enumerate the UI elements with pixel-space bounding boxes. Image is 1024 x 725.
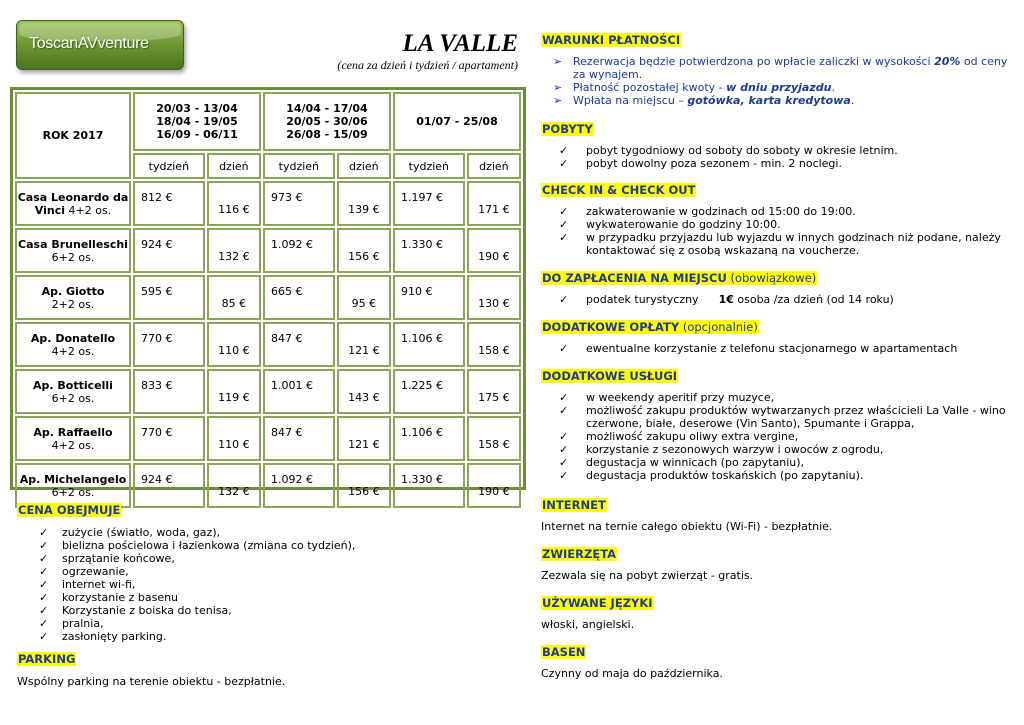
check-icon: ✓ (39, 617, 49, 630)
day-price-cell (337, 228, 391, 273)
list-item (541, 430, 1011, 443)
internet-section (541, 498, 1011, 533)
week-price-cell (133, 181, 205, 226)
check-icon: ✓ (39, 578, 49, 591)
apartment-capacity: 6+2 os. (51, 250, 95, 264)
item-text: internet wi-fi, (62, 578, 136, 591)
day-price-cell (467, 228, 521, 273)
check-icon: ✓ (39, 604, 49, 617)
table-row (15, 322, 521, 367)
price-value: 924 € (141, 238, 173, 251)
period-line: 20/03 - 13/04 (156, 102, 238, 115)
apartment-name-cell (15, 228, 131, 273)
price-value: 770 € (141, 332, 173, 345)
week-price-cell (393, 275, 465, 320)
price-value: 171 € (478, 203, 510, 216)
period-line: 14/04 - 17/04 (286, 102, 368, 115)
internet-text: Internet na ternie całego obiektu (Wi-Fi) - bezpłatnie. (541, 520, 833, 533)
apartment-capacity: 2+2 os. (51, 297, 95, 311)
list-item (541, 205, 1011, 218)
day-price-cell (207, 416, 261, 461)
check-icon: ✓ (559, 391, 569, 404)
cena-heading: CENA OBEJMUJE (18, 503, 121, 517)
week-price-cell (133, 228, 205, 273)
item-text: Rezerwacja będzie potwierdzona po wpłacie zaliczki w wysokości (573, 55, 935, 68)
check-icon: ✓ (559, 469, 569, 482)
week-price-cell (263, 181, 335, 226)
item-text: pobyt dowolny poza sezonem - min. 2 noclegi. (586, 157, 842, 170)
page-subtitle: (cena za dzień i tydzień / apartament) (337, 58, 518, 72)
price-value: 847 € (270, 426, 303, 439)
price-value: 1.092 € (270, 238, 313, 251)
check-icon: ✓ (559, 430, 569, 443)
price-value: 110 € (218, 344, 250, 357)
price-value: 139 € (348, 203, 380, 216)
list-item (17, 617, 517, 630)
item-text: sprzątanie końcowe, (62, 552, 175, 565)
item-emph: 1€ (718, 293, 734, 306)
day-price-cell (467, 463, 521, 508)
item-text: ogrzewanie, (62, 565, 129, 578)
basen-heading: BASEN (542, 645, 586, 659)
check-icon: ✓ (559, 443, 569, 456)
apartment-name-cell (15, 275, 131, 320)
table-row (15, 181, 521, 226)
table-row (15, 416, 521, 461)
checkin-section (541, 183, 1011, 257)
check-icon: ✓ (559, 293, 569, 306)
apartment-name-cell (15, 181, 131, 226)
logo-text: ToscanAVventure (29, 35, 149, 52)
price-value: 1.330 € (400, 238, 443, 251)
price-value: 1.001 € (270, 379, 313, 392)
check-icon: ✓ (39, 539, 49, 552)
item-text: osoba /za dzień (od 14 roku) (733, 293, 894, 306)
period-cell (263, 92, 391, 151)
price-value: 110 € (218, 438, 250, 451)
week-price-cell (393, 181, 465, 226)
table-row (15, 275, 521, 320)
item-text: . (831, 81, 835, 94)
list-item (541, 218, 1011, 231)
table-body (15, 181, 521, 508)
day-price-cell (207, 275, 261, 320)
price-value: 812 € (141, 191, 173, 204)
price-value: 190 € (478, 485, 510, 498)
arrow-icon: ➢ (553, 81, 563, 94)
item-text: pobyt tygodniowy od soboty do soboty w okresie letnim. (586, 144, 898, 157)
apartment-name-cell (15, 416, 131, 461)
price-value: 130 € (478, 297, 510, 310)
item-text: w przypadku przyjazdu lub wyjazdu w innych godzinach niż podane, należy kontaktować się z osobą wskazaną na voucherze. (586, 231, 1001, 257)
item-text: degustacja w winnicach (po zapytaniu), (586, 456, 805, 469)
uslugi-heading: DODATKOWE USŁUGI (542, 369, 678, 383)
day-price-cell (467, 275, 521, 320)
price-value: 1.092 € (270, 473, 313, 486)
item-text: podatek turystyczny (586, 293, 699, 306)
pobyty-heading: POBYTY (542, 122, 593, 136)
zwierzeta-section (541, 547, 1011, 582)
doz-heading (541, 271, 817, 285)
price-table (13, 90, 523, 510)
list-item (17, 526, 517, 539)
table-row (15, 369, 521, 414)
week-price-cell (263, 463, 335, 508)
week-price-cell (393, 369, 465, 414)
item-text: zakwaterowanie w godzinach od 15:00 do 19:00. (586, 205, 856, 218)
item-text: wykwaterowanie do godziny 10:00. (586, 218, 781, 231)
price-value: 85 € (221, 297, 247, 310)
period-line: 16/09 - 06/11 (156, 128, 238, 141)
price-value: 175 € (478, 391, 510, 404)
unit-week: tydzień (263, 153, 335, 179)
apartment-capacity: 4+2 os. (51, 344, 95, 358)
basen-section (541, 645, 1011, 680)
item-emph: gotówka, karta kredytowa (687, 94, 851, 107)
apartment-name: Ap. Giotto (41, 284, 105, 298)
oplaty-list (541, 342, 1011, 355)
day-price-cell (467, 416, 521, 461)
period-cell: 01/07 - 25/08 (393, 92, 521, 151)
checkin-list (541, 205, 1011, 257)
apartment-name: Ap. Michelangelo (19, 472, 127, 486)
parking-heading: PARKING (18, 652, 76, 666)
check-icon: ✓ (559, 157, 569, 170)
oplaty-section (541, 320, 1011, 355)
price-value: 847 € (270, 332, 303, 345)
jezyki-heading: UŻYWANE JĘZYKI (542, 596, 653, 610)
price-value: 1.330 € (400, 473, 443, 486)
list-item (541, 231, 1011, 257)
price-value: 770 € (141, 426, 173, 439)
item-text: korzystanie z sezonowych warzyw i owoców z ogrodu, (586, 443, 884, 456)
item-text: bielizna pościelowa i łazienkowa (zmiana co tydzień), (62, 539, 356, 552)
check-icon: ✓ (559, 218, 569, 231)
price-value: 158 € (478, 438, 510, 451)
period-line: 20/05 - 30/06 (286, 115, 368, 128)
week-price-cell (263, 275, 335, 320)
price-value: 156 € (348, 485, 380, 498)
price-value: 833 € (141, 379, 173, 392)
check-icon: ✓ (39, 552, 49, 565)
week-price-cell (263, 369, 335, 414)
item-text: od ceny za wynajem. (573, 55, 1008, 81)
list-item (17, 578, 517, 591)
list-item (541, 391, 1011, 404)
period-line: 26/08 - 15/09 (286, 128, 368, 141)
list-item (17, 604, 517, 617)
day-price-cell (337, 275, 391, 320)
warunki-list (541, 55, 1011, 107)
doz-section (541, 271, 1011, 306)
price-value: 143 € (348, 391, 380, 404)
page-title: LA VALLE (402, 30, 518, 57)
list-item (17, 552, 517, 565)
oplaty-heading (541, 320, 759, 334)
week-price-cell (393, 228, 465, 273)
day-price-cell (467, 181, 521, 226)
list-item (17, 565, 517, 578)
price-value: 121 € (348, 438, 380, 451)
warunki-section (541, 33, 1011, 107)
table-row (15, 463, 521, 508)
toscanavventure-logo (16, 20, 184, 70)
list-item (541, 404, 1011, 430)
day-price-cell (337, 322, 391, 367)
apartment-name: Ap. Botticelli (33, 378, 113, 392)
item-text: Płatność pozostałej kwoty - (573, 81, 727, 94)
week-price-cell (133, 322, 205, 367)
internet-heading: INTERNET (542, 498, 606, 512)
item-text: Korzystanie z boiska do tenisa, (62, 604, 232, 617)
item-text: korzystanie z basenu (62, 591, 179, 604)
parking-text: Wspólny parking na terenie obiektu - bezpłatnie. (17, 675, 286, 688)
check-icon: ✓ (559, 456, 569, 469)
price-value: 1.197 € (400, 191, 443, 204)
item-emph: 20% (934, 55, 961, 68)
item-text: możliwość zakupu produktów wytwarzanych przez właścicieli La Valle - wino czerwone, białe, deserowe (Vin Santo), Spumante i Grappa, (586, 404, 1006, 430)
price-value: 190 € (478, 250, 510, 263)
day-price-cell (467, 322, 521, 367)
list-item (541, 456, 1011, 469)
item-text: ewentualne korzystanie z telefonu stacjonarnego w apartamentach (586, 342, 958, 355)
list-item (541, 144, 1011, 157)
price-value: 119 € (218, 391, 250, 404)
price-value: 665 € (270, 285, 303, 298)
day-price-cell (207, 369, 261, 414)
price-value: 132 € (218, 485, 250, 498)
apartment-name: Casa Brunelleschi (18, 237, 128, 251)
price-value: 158 € (478, 344, 510, 357)
apartment-name: Ap. Donatello (30, 331, 116, 345)
period-cell (133, 92, 261, 151)
item-text: możliwość zakupu oliwy extra vergine, (586, 430, 799, 443)
list-item (541, 55, 1011, 81)
list-item (17, 630, 517, 643)
unit-week: tydzień (393, 153, 465, 179)
doz-list (541, 293, 1011, 306)
item-text: zasłonięty parking. (62, 630, 167, 643)
day-price-cell (207, 181, 261, 226)
check-icon: ✓ (559, 144, 569, 157)
list-item (541, 293, 1011, 306)
table-header-row (15, 92, 521, 151)
check-icon: ✓ (39, 630, 49, 643)
item-emph: w dniu przyjazdu (726, 81, 832, 94)
price-value: 973 € (270, 191, 303, 204)
list-item (541, 94, 1011, 107)
price-value: 910 € (400, 285, 433, 298)
uslugi-section (541, 369, 1011, 482)
week-price-cell (133, 463, 205, 508)
apartment-capacity: 6+2 os. (51, 485, 95, 499)
item-text: degustacja produktów toskańskich (po zapytaniu). (586, 469, 864, 482)
price-value: 595 € (141, 285, 173, 298)
item-text: Wpłata na miejscu – (573, 94, 688, 107)
check-icon: ✓ (39, 591, 49, 604)
price-value: 156 € (348, 250, 380, 263)
item-text: . (850, 94, 855, 107)
day-price-cell (467, 369, 521, 414)
day-price-cell (337, 416, 391, 461)
check-icon: ✓ (559, 404, 569, 417)
day-price-cell (337, 181, 391, 226)
doz-heading-opt: (obowiązkowe) (726, 271, 817, 285)
apartment-name: Casa Leonardo da Vinci (17, 190, 129, 217)
day-price-cell (207, 322, 261, 367)
price-value: 116 € (218, 203, 250, 216)
week-price-cell (133, 275, 205, 320)
item-text: pralnia, (62, 617, 104, 630)
unit-day: dzień (467, 153, 521, 179)
check-icon: ✓ (39, 526, 49, 539)
warunki-heading: WARUNKI PŁATNOŚCI (542, 33, 681, 47)
parking-section (17, 652, 517, 688)
cena-section (17, 503, 517, 643)
checkin-heading: CHECK IN & CHECK OUT (542, 183, 696, 197)
pobyty-section (541, 122, 1011, 170)
list-item (17, 591, 517, 604)
price-value: 121 € (348, 344, 380, 357)
zwierzeta-heading: ZWIERZĘTA (542, 547, 617, 561)
oplaty-heading-opt: (opcjonalnie) (679, 320, 758, 334)
week-price-cell (133, 416, 205, 461)
jezyki-section (541, 596, 1011, 631)
price-value: 1.106 € (400, 332, 443, 345)
price-value: 1.106 € (400, 426, 443, 439)
list-item (541, 157, 1011, 170)
day-price-cell (207, 228, 261, 273)
jezyki-text: włoski, angielski. (541, 618, 635, 631)
list-item (541, 81, 1011, 94)
apartment-name-cell (15, 463, 131, 508)
arrow-icon: ➢ (553, 94, 563, 107)
day-price-cell (207, 463, 261, 508)
check-icon: ✓ (559, 231, 569, 244)
check-icon: ✓ (559, 342, 569, 355)
list-item (541, 443, 1011, 456)
week-price-cell (263, 322, 335, 367)
list-item (17, 539, 517, 552)
item-text: zużycie (światło, woda, gaz), (62, 526, 221, 539)
price-value: 95 € (351, 297, 377, 310)
doz-heading-text: DO ZAPŁACENIA NA MIEJSCU (542, 271, 727, 285)
check-icon: ✓ (39, 565, 49, 578)
price-table-frame (10, 87, 526, 499)
year-cell: ROK 2017 (15, 92, 131, 179)
price-value: 132 € (218, 250, 250, 263)
day-price-cell (337, 369, 391, 414)
week-price-cell (393, 463, 465, 508)
week-price-cell (133, 369, 205, 414)
unit-day: dzień (207, 153, 261, 179)
cena-list (17, 526, 517, 643)
list-item (541, 342, 1011, 355)
item-text: w weekendy aperitif przy muzyce, (586, 391, 775, 404)
day-price-cell (337, 463, 391, 508)
zwierzeta-text: Zezwala się na pobyt zwierząt - gratis. (541, 569, 754, 582)
unit-day: dzień (337, 153, 391, 179)
price-value: 1.225 € (400, 379, 443, 392)
apartment-capacity: 6+2 os. (51, 391, 95, 405)
basen-text: Czynny od maja do października. (541, 667, 723, 680)
list-item (541, 469, 1011, 482)
arrow-icon: ➢ (553, 55, 563, 68)
week-price-cell (263, 228, 335, 273)
uslugi-list (541, 391, 1011, 482)
apartment-name-cell (15, 322, 131, 367)
unit-week: tydzień (133, 153, 205, 179)
oplaty-heading-text: DODATKOWE OPŁATY (542, 320, 680, 334)
period-line: 18/04 - 19/05 (156, 115, 238, 128)
week-price-cell (393, 322, 465, 367)
check-icon: ✓ (559, 205, 569, 218)
apartment-capacity: 4+2 os. (65, 203, 112, 217)
apartment-name: Ap. Raffaello (33, 425, 113, 439)
price-value: 924 € (141, 473, 173, 486)
week-price-cell (263, 416, 335, 461)
table-row (15, 228, 521, 273)
week-price-cell (393, 416, 465, 461)
apartment-name-cell (15, 369, 131, 414)
apartment-capacity: 4+2 os. (51, 438, 95, 452)
pobyty-list (541, 144, 1011, 170)
